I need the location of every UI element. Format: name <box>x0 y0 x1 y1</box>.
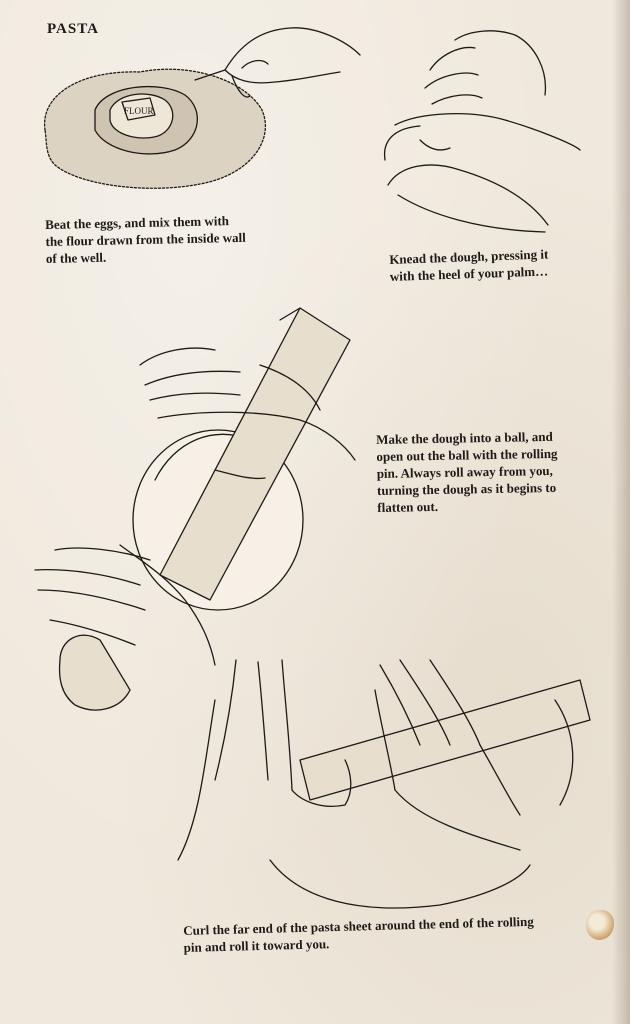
rolling-pin-ball-illustration <box>35 308 355 710</box>
step-2-caption <box>389 245 549 285</box>
svg-text:FLOUR: FLOUR <box>124 106 154 116</box>
caption-line: Knead the dough, pressing it <box>389 246 549 267</box>
caption-line: Beat the eggs, and mix them with <box>45 213 230 232</box>
caption-line: open out the ball with the rolling <box>376 445 558 464</box>
caption-line: with the heel of your palm… <box>389 263 549 284</box>
step-3-caption <box>376 428 559 516</box>
caption-line: pin and roll it toward you. <box>183 936 330 955</box>
curling-sheet-illustration <box>178 660 590 908</box>
step-1-caption <box>45 212 246 267</box>
caption-line: turning the dough as it begins to <box>376 479 557 498</box>
caption-line: Curl the far end of the pasta sheet around the end of the rolling <box>183 913 534 938</box>
caption-line: Make the dough into a ball, and <box>376 428 553 447</box>
caption-line: flatten out. <box>377 498 439 515</box>
caption-line: pin. Always roll away from you, <box>376 462 553 481</box>
caption-line: the flour drawn from the inside wall <box>45 229 246 249</box>
flour-well-illustration <box>45 28 360 188</box>
kneading-hands-illustration <box>385 31 580 232</box>
page-title: PASTA <box>47 21 99 37</box>
caption-line: of the well. <box>45 249 107 266</box>
